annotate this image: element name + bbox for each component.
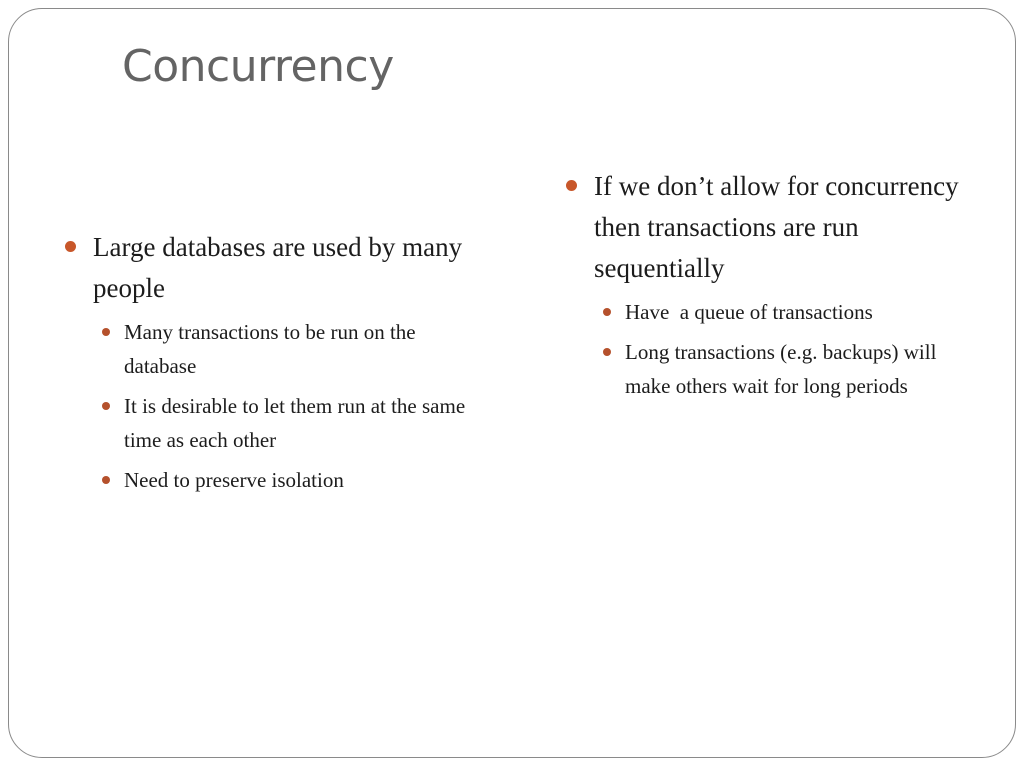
sub-bullet-dot-icon — [102, 476, 110, 484]
right-sub-bullet — [594, 335, 963, 403]
right-bullet-list — [563, 166, 963, 403]
bullet-dot-icon — [65, 241, 76, 252]
right-sub-bullet — [594, 295, 963, 329]
left-sub-bullet-text: Many transactions to be run on the database — [124, 320, 416, 378]
sub-bullet-dot-icon — [603, 348, 611, 356]
left-sub-bullet-text: It is desirable to let them run at the same time as each other — [124, 394, 466, 452]
right-sub-bullet-list — [594, 295, 963, 403]
sub-bullet-dot-icon — [102, 402, 110, 410]
right-main-bullet-text: If we don’t allow for concurrency then transactions are run sequentially — [594, 171, 959, 283]
sub-bullet-dot-icon — [102, 328, 110, 336]
left-sub-bullet — [93, 315, 492, 383]
right-sub-bullet-text: Long transactions (e.g. backups) will make others wait for long periods — [625, 340, 937, 398]
left-sub-bullet-text: Need to preserve isolation — [124, 468, 344, 492]
left-sub-bullet — [93, 463, 492, 497]
right-main-bullet — [563, 166, 963, 403]
left-sub-bullet — [93, 389, 492, 457]
sub-bullet-dot-icon — [603, 308, 611, 316]
right-column — [563, 166, 963, 409]
left-column — [62, 227, 492, 503]
bullet-dot-icon — [566, 180, 577, 191]
left-bullet-list — [62, 227, 492, 497]
left-main-bullet-text: Large databases are used by many people — [93, 232, 463, 303]
right-sub-bullet-text: Have a queue of transactions — [625, 300, 873, 324]
left-sub-bullet-list — [93, 315, 492, 497]
left-main-bullet — [62, 227, 492, 497]
slide-title: Concurrency — [122, 41, 394, 92]
